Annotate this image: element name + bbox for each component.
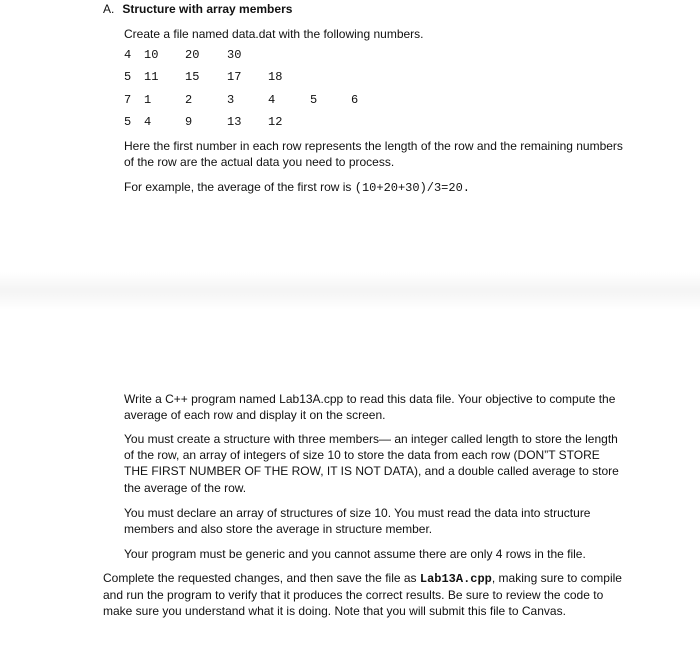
data-cell: 7 [124,93,132,107]
example-code: (10+20+30)/3=20. [354,181,470,195]
data-cell: 18 [268,70,283,84]
write-paragraph: Write a C++ program named Lab13A.cpp to read this data file. Your objective to compute the average of each row and display it on the screen. [124,392,616,423]
data-cell: 2 [185,93,193,107]
section-letter: A. [103,2,115,16]
filename: Lab13A.cpp [419,572,492,586]
data-cell: 5 [310,93,318,107]
intro-text: Create a file named data.dat with the following numbers. [124,27,424,41]
complete-paragraph [103,570,624,620]
data-cell: 5 [124,115,132,129]
data-cell: 30 [227,48,242,62]
data-cell: 3 [227,93,235,107]
generic-paragraph: Your program must be generic and you cannot assume there are only 4 rows in the file. [124,547,586,561]
data-cell: 4 [268,93,276,107]
data-cell: 10 [144,48,159,62]
data-cell: 6 [351,93,359,107]
example-text [124,179,470,196]
data-cell: 13 [227,115,242,129]
declare-paragraph: You must declare an array of structures of size 10. You must read the data into structure members and also store the average in structure member. [124,506,591,537]
data-cell: 4 [124,48,132,62]
data-cell: 15 [185,70,200,84]
data-cell: 4 [144,115,152,129]
explanation-text: Here the first number in each row represents the length of the row and the remaining numbers of the row are the actual data you need to process. [124,139,623,170]
page-divider [0,272,700,310]
data-cell: 5 [124,70,132,84]
example-prefix: For example, the average of the first row is [124,180,355,194]
data-cell: 20 [185,48,200,62]
section-heading [103,1,292,17]
data-cell: 12 [268,115,283,129]
structure-paragraph: You must create a structure with three members— an integer called length to store the length of the row, an array of integers of size 10 to store the data from each row (DON”T STORE THE FIRST NUMBER OF THE ROW, IT IS NOT DATA), and a double called average to store the average of the row. [124,432,619,495]
data-cell: 9 [185,115,193,129]
data-cell: 17 [227,70,242,84]
section-title: Structure with array members [122,2,293,16]
data-cell: 11 [144,70,159,84]
complete-after: , making sure to compile and run the program to verify that it produces the correct results. Be sure to review the code to make sure you understand what it is doing. Note that you will submit this file to Canvas. [103,571,622,619]
data-cell: 1 [144,93,152,107]
complete-before: Complete the requested changes, and then save the file as [103,571,420,585]
